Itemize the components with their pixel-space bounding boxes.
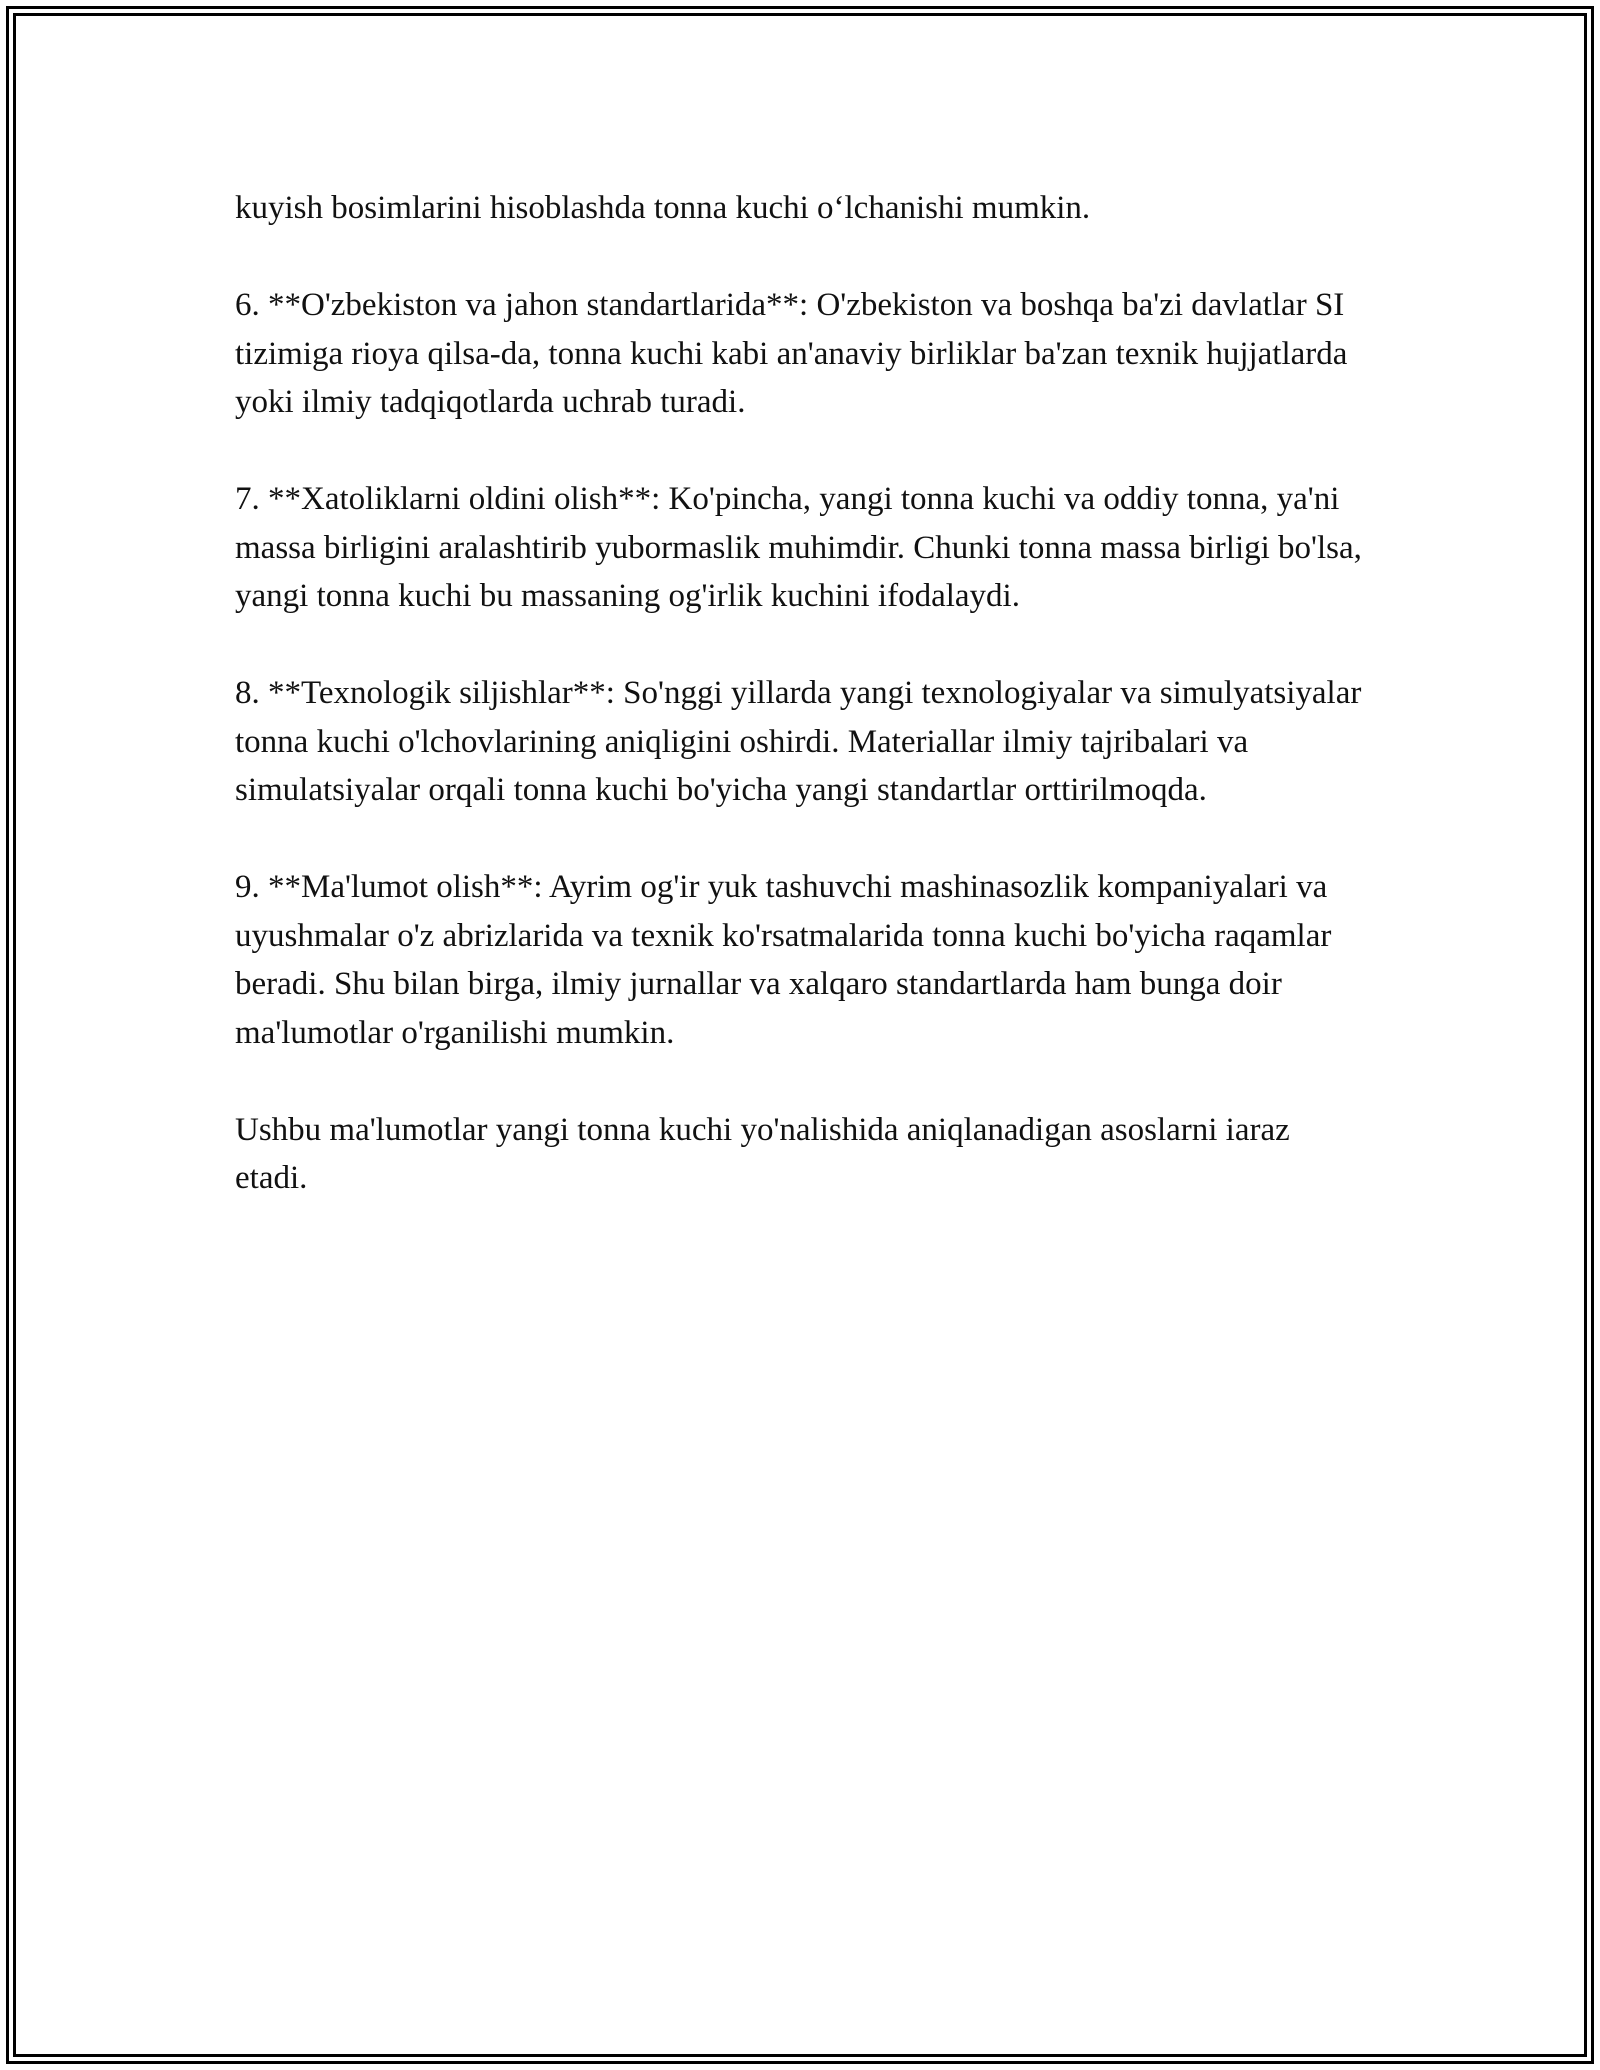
paragraph-item-9: 9. **Ma'lumot olish**: Ayrim og'ir yuk tashuvchi mashinasozlik kompaniyalari va uyushmalar o'z abrizlarida va texnik ko'rsatmalarida tonna kuchi bo'yicha raqamlar beradi. Shu bilan birga, ilmiy jurnallar va xalqaro standartlarda ham bunga doir ma'lumotlar o'rganilishi mumkin. xyxy=(235,869,1332,1051)
paragraph-item-8: 8. **Texnologik siljishlar**: So'nggi yillarda yangi texnologiyalar va simulyatsiyalar tonna kuchi o'lchovlarining aniqligini oshirdi. Materiallar ilmiy tajribalari va simulatsiyalar orqali tonna kuchi bo'yicha yangi standartlar orttirilmoqda. xyxy=(235,675,1362,808)
paragraph-continuation: kuyish bosimlarini hisoblashda tonna kuchi o‘lchanishi mumkin. xyxy=(235,190,1091,226)
paragraph-conclusion: Ushbu ma'lumotlar yangi tonna kuchi yo'nalishida aniqlanadigan asoslarni iaraz etadi. xyxy=(235,1111,1290,1196)
paragraph-item-6: 6. **O'zbekiston va jahon standartlarida**: O'zbekiston va boshqa ba'zi davlatlar SI tizimiga rioya qilsa-da, tonna kuchi kabi an'anaviy birliklar ba'zan texnik hujjatlarda yoki ilmiy tadqiqotlarda uchrab turadi. xyxy=(235,287,1348,420)
document-body xyxy=(235,184,1365,1203)
paragraph-item-7: 7. **Xatoliklarni oldini olish**: Ko'pincha, yangi tonna kuchi va oddiy tonna, ya'ni massa birligini aralashtirib yubormaslik muhimdir. Chunki tonna massa birligi bo'lsa, yangi tonna kuchi bu massaning og'irlik kuchini ifodalaydi. xyxy=(235,481,1362,614)
